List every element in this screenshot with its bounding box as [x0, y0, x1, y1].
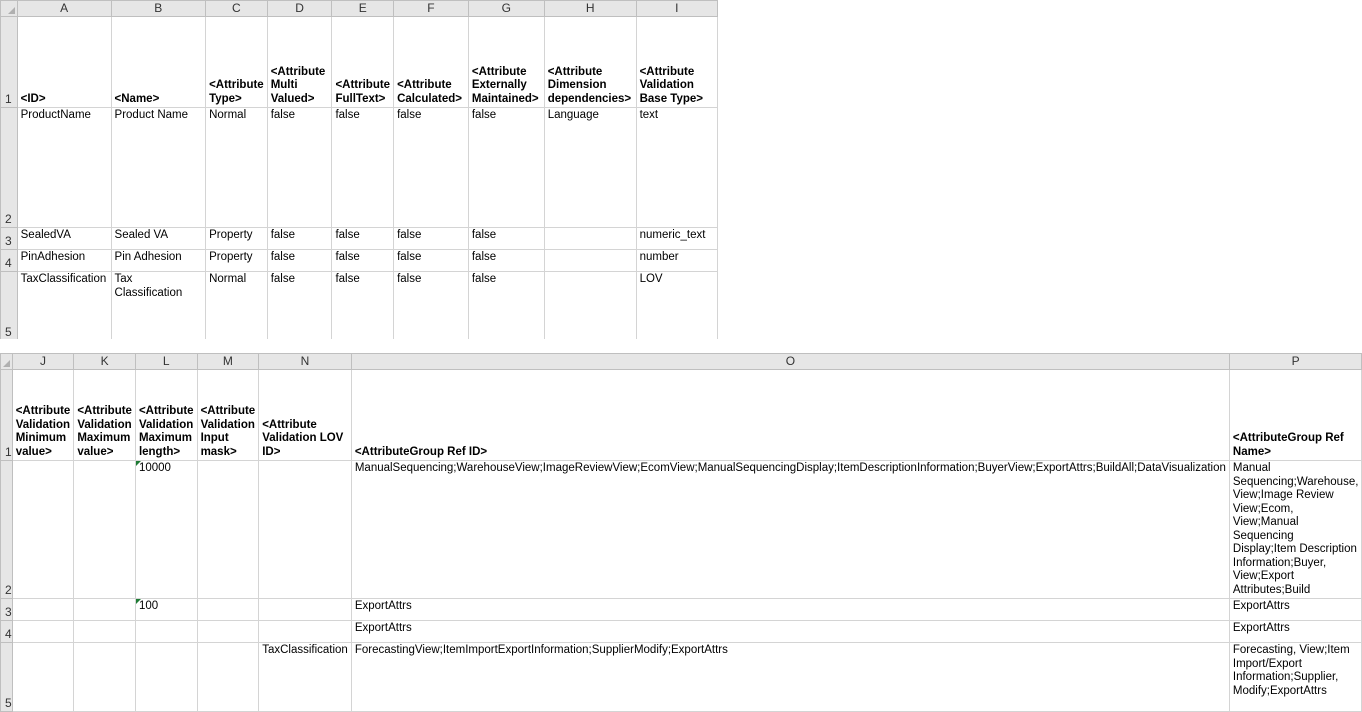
error-indicator[interactable] [136, 461, 141, 466]
cell-o1[interactable]: <AttributeGroup Ref ID> [351, 370, 1229, 461]
cell-f1[interactable]: <Attribute Calculated> [394, 17, 469, 108]
column-header-l[interactable]: L [135, 354, 197, 370]
cell-p5[interactable]: Forecasting, View;Item Import/Export Information;Supplier, Modify;ExportAttrs [1229, 643, 1362, 712]
cell-b4[interactable]: Pin Adhesion [111, 250, 206, 272]
cell-a5[interactable]: TaxClassification [17, 272, 111, 341]
cell-b3[interactable]: Sealed VA [111, 228, 206, 250]
cell-f2[interactable]: false [394, 108, 469, 228]
column-header-n[interactable]: N [259, 354, 352, 370]
cell-p3[interactable]: ExportAttrs [1229, 599, 1362, 621]
column-header-i[interactable]: I [636, 1, 717, 17]
cell-j2[interactable] [12, 461, 74, 599]
cell-m1[interactable]: <Attribute Validation Input mask> [197, 370, 259, 461]
section-gap [0, 339, 718, 353]
cell-f5[interactable]: false [394, 272, 469, 341]
column-header-p[interactable]: P [1229, 354, 1362, 370]
row-header-4[interactable]: 4 [1, 621, 13, 643]
column-header-o[interactable]: O [351, 354, 1229, 370]
cell-e4[interactable]: false [332, 250, 394, 272]
row-header-2[interactable]: 2 [1, 108, 18, 228]
cell-i4[interactable]: number [636, 250, 717, 272]
cell-o4[interactable]: ExportAttrs [351, 621, 1229, 643]
cell-i2[interactable]: text [636, 108, 717, 228]
cell-k1[interactable]: <Attribute Validation Maximum value> [74, 370, 136, 461]
cell-b5[interactable]: Tax Classification [111, 272, 206, 341]
cell-h4[interactable] [544, 250, 636, 272]
row-header-3[interactable]: 3 [1, 228, 18, 250]
column-header-g[interactable]: G [468, 1, 544, 17]
cell-b2[interactable]: Product Name [111, 108, 206, 228]
cell-e1[interactable]: <Attribute FullText> [332, 17, 394, 108]
cell-h3[interactable] [544, 228, 636, 250]
cell-o2[interactable]: ManualSequencing;WarehouseView;ImageReviewView;EcomView;ManualSequencingDisplay;ItemDescriptionInformation;BuyerView;ExportAttrs;BuildAll;DataVisualization [351, 461, 1229, 599]
column-header-e[interactable]: E [332, 1, 394, 17]
cell-k3[interactable] [74, 599, 136, 621]
column-header-k[interactable]: K [74, 354, 136, 370]
cell-d3[interactable]: false [267, 228, 332, 250]
cell-i3[interactable]: numeric_text [636, 228, 717, 250]
cell-p4[interactable]: ExportAttrs [1229, 621, 1362, 643]
cell-l3-value: 100 [138, 600, 159, 612]
select-all-corner-bottom[interactable] [1, 354, 13, 370]
cell-l2-value: 10000 [138, 462, 171, 474]
row-header-5[interactable]: 5 [1, 272, 18, 341]
row-header-4[interactable]: 4 [1, 250, 18, 272]
column-header-d[interactable]: D [267, 1, 332, 17]
cell-m4[interactable] [197, 621, 259, 643]
cell-j1[interactable]: <Attribute Validation Minimum value> [12, 370, 74, 461]
cell-f3[interactable]: false [394, 228, 469, 250]
cell-n5[interactable]: TaxClassification [259, 643, 352, 712]
cell-l4[interactable] [135, 621, 197, 643]
cell-p1[interactable]: <AttributeGroup Ref Name> [1229, 370, 1362, 461]
cell-i1[interactable]: <Attribute Validation Base Type> [636, 17, 717, 108]
spreadsheet-top [0, 0, 718, 341]
row-header-1[interactable]: 1 [1, 370, 13, 461]
column-header-a[interactable]: A [17, 1, 111, 17]
cell-c2[interactable]: Normal [206, 108, 268, 228]
cell-g2[interactable]: false [468, 108, 544, 228]
cell-b1[interactable]: <Name> [111, 17, 206, 108]
cell-e2[interactable]: false [332, 108, 394, 228]
cell-o5[interactable]: ForecastingView;ItemImportExportInformation;SupplierModify;ExportAttrs [351, 643, 1229, 712]
cell-e5[interactable]: false [332, 272, 394, 341]
row-header-5[interactable]: 5 [1, 643, 13, 712]
cell-k2[interactable] [74, 461, 136, 599]
cell-c5[interactable]: Normal [206, 272, 268, 341]
cell-j5[interactable] [12, 643, 74, 712]
cell-a3[interactable]: SealedVA [17, 228, 111, 250]
select-all-corner[interactable] [1, 1, 18, 17]
cell-h2[interactable]: Language [544, 108, 636, 228]
cell-a4[interactable]: PinAdhesion [17, 250, 111, 272]
cell-f4[interactable]: false [394, 250, 469, 272]
cell-m2[interactable] [197, 461, 259, 599]
cell-d4[interactable]: false [267, 250, 332, 272]
cell-h5[interactable] [544, 272, 636, 341]
cell-c3[interactable]: Property [206, 228, 268, 250]
column-header-b[interactable]: B [111, 1, 206, 17]
error-indicator[interactable] [136, 599, 141, 604]
cell-n1[interactable]: <Attribute Validation LOV ID> [259, 370, 352, 461]
column-header-h[interactable]: H [544, 1, 636, 17]
cell-d2[interactable]: false [267, 108, 332, 228]
cell-l5[interactable] [135, 643, 197, 712]
cell-m3[interactable] [197, 599, 259, 621]
cell-m5[interactable] [197, 643, 259, 712]
cell-l1[interactable]: <Attribute Validation Maximum length> [135, 370, 197, 461]
cell-d1[interactable]: <Attribute Multi Valued> [267, 17, 332, 108]
cell-a2[interactable]: ProductName [17, 108, 111, 228]
cell-d5[interactable]: false [267, 272, 332, 341]
cell-g1[interactable]: <Attribute Externally Maintained> [468, 17, 544, 108]
cell-g3[interactable]: false [468, 228, 544, 250]
cell-a1[interactable]: <ID> [17, 17, 111, 108]
cell-n4[interactable] [259, 621, 352, 643]
column-header-j[interactable]: J [12, 354, 74, 370]
cell-n2[interactable] [259, 461, 352, 599]
spreadsheet-bottom [0, 353, 1362, 712]
cell-n3[interactable] [259, 599, 352, 621]
row-header-3[interactable]: 3 [1, 599, 13, 621]
cell-c1[interactable]: <Attribute Type> [206, 17, 268, 108]
cell-j4[interactable] [12, 621, 74, 643]
cell-e3[interactable]: false [332, 228, 394, 250]
row-header-2[interactable]: 2 [1, 461, 13, 599]
cell-l3[interactable] [135, 599, 197, 621]
cell-p2[interactable]: Manual Sequencing;Warehouse, View;Image Review View;Ecom, View;Manual Sequencing Display;Item Description Information;Buyer, View;Export Attributes;Build [1229, 461, 1362, 599]
cell-j3[interactable] [12, 599, 74, 621]
row-header-1[interactable]: 1 [1, 17, 18, 108]
cell-k4[interactable] [74, 621, 136, 643]
cell-h1[interactable]: <Attribute Dimension dependencies> [544, 17, 636, 108]
column-header-c[interactable]: C [206, 1, 268, 17]
cell-i5[interactable]: LOV [636, 272, 717, 341]
cell-c4[interactable]: Property [206, 250, 268, 272]
column-header-f[interactable]: F [394, 1, 469, 17]
cell-g4[interactable]: false [468, 250, 544, 272]
cell-k5[interactable] [74, 643, 136, 712]
cell-l2[interactable] [135, 461, 197, 599]
cell-g5[interactable]: false [468, 272, 544, 341]
cell-o3[interactable]: ExportAttrs [351, 599, 1229, 621]
column-header-m[interactable]: M [197, 354, 259, 370]
